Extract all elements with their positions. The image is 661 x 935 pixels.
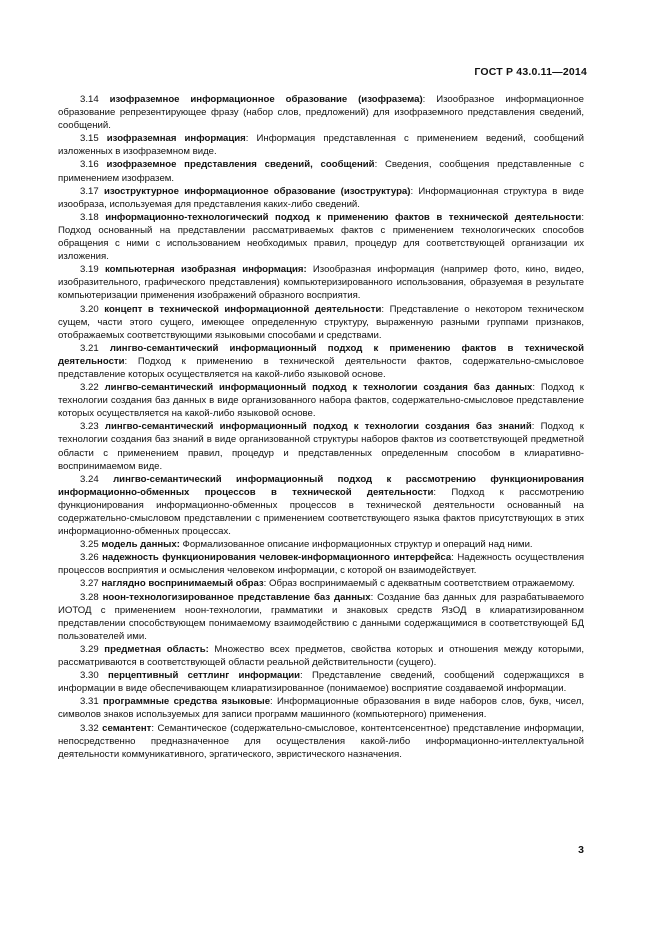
definition-entry: [58, 342, 584, 381]
entry-definition: : Представление сведений, сообщений содержащихся в информации в виде обеспечивающем клиаратизированное (понимаемое) восприятие создаваемой информации.: [58, 670, 584, 695]
entry-number: 3.30: [80, 670, 99, 682]
entry-term: концепт в технической информационной деятельности: [104, 303, 382, 315]
definition-entry: [58, 551, 584, 577]
definition-entry: [58, 185, 584, 211]
entry-number: 3.23: [80, 421, 99, 433]
entry-definition: : Подход основанный на представлении рассматриваемых фактов с применением технологических способов обращения с ними с использованием необходимых правил, процедур для соответствующей организации их изложения.: [58, 211, 584, 263]
entry-term: изоструктурное информационное образование (изоструктура): [103, 185, 411, 197]
entry-term: ноон-технологизированное представление баз данных: [102, 591, 371, 603]
definition-entry: [58, 538, 584, 551]
entry-definition: Изообразная информация (например фото, кино, видео, изобразительного, графического представления) компьютеризированного использования, образуемая в результате компьютеризации применения изображений образного восприятия.: [58, 264, 585, 302]
definition-entry: [58, 381, 584, 420]
entry-term: лингво-семантический информационный подход к технологии создания баз данных: [104, 382, 533, 394]
entry-number: 3.20: [80, 303, 99, 315]
page-number: 3: [578, 844, 584, 856]
entry-definition: : Изообразное информационное образование репрезентирующее фразу (набор слов, предложений) для изофраземного представления сведений, сообщений.: [58, 94, 584, 132]
entry-term: программные средства языковые: [103, 696, 271, 708]
entry-definition: : Информация представленная с применением ведений, сообщений изложенных в изофраземном виде.: [58, 133, 584, 158]
definition-entry: [58, 722, 584, 761]
entry-definition: : Образ воспринимаемый с адекватным соответствием отражаемому.: [263, 578, 575, 590]
entry-term: изофраземная информация: [106, 133, 246, 145]
entry-term: надежность функционирования человек-информационного интерфейса: [102, 552, 452, 564]
entry-term: компьютерная изобразная информация:: [104, 264, 307, 276]
entry-definition: : Надежность осуществления процессов восприятия и осмысления человеком информации, с которой он взаимодействует.: [58, 552, 585, 577]
entry-definition: : Семантическое (содержательно-смысловое, контентсенсентное) представление информации, непосредственно предназначенное для осуществления какой-либо информационно-интеллектуальной деятельности коммуникативного, эргатического, эвристического назначения.: [58, 722, 584, 760]
entry-number: 3.29: [80, 643, 99, 655]
entry-number: 3.24: [80, 473, 99, 485]
entry-term: лингво-семантический информационный подход к рассмотрению функционирования информационно-обменных процессов в технической деятельности: [58, 473, 584, 498]
entry-definition: : Подход к применению в технической деятельности фактов, содержательно-смысловое представление которых осуществляется на какой-либо языковой основе.: [58, 355, 584, 380]
definition-entry: [58, 695, 584, 721]
entry-term: наглядно воспринимаемый образ: [101, 578, 264, 590]
entry-number: 3.18: [80, 211, 99, 223]
entry-number: 3.27: [80, 578, 99, 590]
entry-number: 3.26: [80, 552, 99, 564]
entry-number: 3.14: [80, 94, 99, 105]
entry-number: 3.21: [80, 342, 99, 354]
entry-number: 3.16: [80, 159, 99, 171]
definition-entry: [58, 93, 584, 132]
definition-entry: [58, 211, 584, 263]
entry-term: модель данных:: [101, 539, 180, 551]
entry-number: 3.22: [80, 382, 99, 394]
entry-term: лингво-семантический информационный подход к применению фактов в технической деятельности: [58, 342, 584, 367]
entry-definition: Формализованное описание информационных структур и операций над ними.: [179, 539, 533, 551]
definition-entry: [58, 303, 584, 342]
entry-number: 3.25: [80, 539, 99, 551]
entry-term: перцептивный сеттлинг информации: [107, 670, 301, 682]
definition-entry: [58, 669, 584, 695]
entry-term: информационно-технологический подход к применению фактов в технической деятельности: [105, 211, 582, 223]
definition-entry: [58, 591, 584, 643]
entry-definition: : Подход к технологии создания баз данных в виде организованного набора фактов, содержательно-смысловое представление которых осуществляется на какой-либо языковой основе.: [58, 382, 585, 420]
definition-entry: [58, 132, 584, 158]
entry-number: 3.31: [80, 696, 99, 708]
definition-entry: [58, 263, 584, 302]
entry-number: 3.32: [80, 722, 99, 734]
entry-definition: : Сведения, сообщения представленные с применением изофразем.: [58, 159, 584, 184]
entry-term: изофраземное информационное образование (изофразема): [109, 94, 423, 105]
entry-number: 3.17: [80, 185, 99, 197]
definition-entry: [58, 643, 584, 669]
entry-definition: : Информационные образования в виде наборов слов, букв, чисел, символов знаков используемых для записи программ машинного (компьютерного) применения.: [58, 696, 584, 721]
definition-entry: [58, 473, 584, 538]
definition-entry: [58, 420, 584, 472]
entry-term: семантент: [102, 722, 152, 734]
entry-definition: : Подход к технологии создания баз знаний в виде организованной структуры наборов фактов из соответствующей предметной области с применением правил, процедур и представленных определенным способом в клиаративно-воспринимаемом виде.: [58, 421, 584, 472]
entry-number: 3.19: [80, 264, 99, 276]
entry-definition: : Представление о некотором техническом сущем, части этого сущего, имеющее определенную структуру, выраженную разными группами признаков, отображаемых соответствующими языковыми способами и средствами.: [58, 303, 584, 341]
definition-entry: [58, 158, 584, 184]
entry-term: предметная область:: [104, 643, 209, 655]
document-code: ГОСТ Р 43.0.11—2014: [474, 66, 587, 78]
entry-definition: : Информационная структура в виде изообраза, используемая для представления каких-либо сведений.: [58, 185, 584, 210]
entry-term: лингво-семантический информационный подход к технологии создания баз знаний: [104, 421, 532, 433]
definitions-list: [58, 93, 584, 761]
entry-number: 3.28: [80, 591, 99, 603]
entry-definition: : Создание баз данных для разрабатываемого ИОТОД с применением ноон-технологии, грамматики и знаковых средств ЯзОД в клиаратизированном представлении способствующем понимаемому взаимодействию с данными содержащимися в соответствующей БД пользователей ими.: [58, 591, 585, 642]
entry-definition: Множество всех предметов, свойства которых и отношения между которыми, рассматриваются в соответствующей области реальной действительности (сущего).: [58, 643, 584, 669]
definition-entry: [58, 577, 584, 590]
entry-definition: : Подход к рассмотрению функционирования информационно-обменных процессов в технической деятельности основанный на содержательно-смысловом представлении с применением соответствующего языка фактов присутствующих в этих информационно-обменных процессах.: [58, 486, 584, 538]
entry-number: 3.15: [80, 133, 99, 145]
entry-term: изофраземное представления сведений, сообщений: [106, 159, 375, 171]
